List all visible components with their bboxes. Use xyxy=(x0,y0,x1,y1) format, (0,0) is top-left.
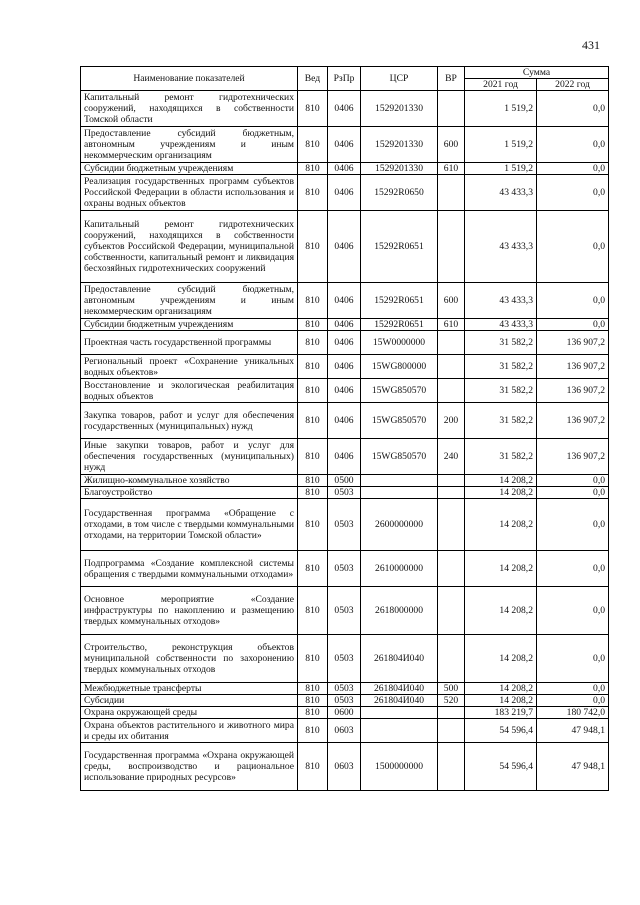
table-body xyxy=(81,91,609,791)
row-csr: 2600000000 xyxy=(361,499,438,551)
row-ved: 810 xyxy=(298,211,328,283)
row-csr: 1529201330 xyxy=(361,127,438,163)
row-rzpr: 0503 xyxy=(328,587,361,635)
row-vr: 610 xyxy=(438,163,465,175)
row-rzpr: 0406 xyxy=(328,175,361,211)
row-ved: 810 xyxy=(298,379,328,403)
row-csr: 15292R0651 xyxy=(361,211,438,283)
header-csr: ЦСР xyxy=(361,67,438,91)
row-csr: 261804И040 xyxy=(361,695,438,707)
row-rzpr: 0406 xyxy=(328,319,361,331)
row-vr xyxy=(438,635,465,683)
row-vr xyxy=(438,587,465,635)
row-name: Проектная часть государственной программы xyxy=(81,331,298,355)
row-name: Государственная программа «Обращение с отходами, в том числе с твердыми коммунальными отходами, на территории Томской области» xyxy=(81,499,298,551)
row-sum-2021: 31 582,2 xyxy=(465,403,537,439)
row-name: Охрана объектов растительного и животного мира и среды их обитания xyxy=(81,719,298,743)
table-row xyxy=(81,707,609,719)
row-sum-2021: 14 208,2 xyxy=(465,551,537,587)
row-sum-2021: 31 582,2 xyxy=(465,439,537,475)
row-sum-2021: 54 596,4 xyxy=(465,719,537,743)
row-ved: 810 xyxy=(298,355,328,379)
row-name: Охрана окружающей среды xyxy=(81,707,298,719)
table-row xyxy=(81,355,609,379)
header-rzpr: РзПр xyxy=(328,67,361,91)
row-ved: 810 xyxy=(298,743,328,791)
row-vr xyxy=(438,719,465,743)
row-rzpr: 0503 xyxy=(328,487,361,499)
row-csr xyxy=(361,719,438,743)
row-csr: 15WG850570 xyxy=(361,379,438,403)
row-vr: 500 xyxy=(438,683,465,695)
row-rzpr: 0406 xyxy=(328,439,361,475)
row-sum-2021: 54 596,4 xyxy=(465,743,537,791)
row-sum-2022: 0,0 xyxy=(537,683,609,695)
header-2022: 2022 год xyxy=(537,79,609,91)
row-rzpr: 0503 xyxy=(328,551,361,587)
row-vr xyxy=(438,487,465,499)
table-row xyxy=(81,551,609,587)
row-vr: 600 xyxy=(438,283,465,319)
row-sum-2022: 0,0 xyxy=(537,551,609,587)
table-row xyxy=(81,743,609,791)
page-number: 431 xyxy=(582,38,600,52)
row-ved: 810 xyxy=(298,707,328,719)
row-name: Благоустройство xyxy=(81,487,298,499)
row-sum-2021: 1 519,2 xyxy=(465,127,537,163)
row-rzpr: 0503 xyxy=(328,499,361,551)
row-vr xyxy=(438,499,465,551)
row-rzpr: 0406 xyxy=(328,91,361,127)
row-sum-2022: 0,0 xyxy=(537,163,609,175)
row-sum-2021: 14 208,2 xyxy=(465,487,537,499)
row-rzpr: 0503 xyxy=(328,635,361,683)
row-csr: 15292R0651 xyxy=(361,319,438,331)
row-name: Жилищно-коммунальное хозяйство xyxy=(81,475,298,487)
row-csr xyxy=(361,707,438,719)
row-rzpr: 0406 xyxy=(328,283,361,319)
row-vr xyxy=(438,355,465,379)
table-row xyxy=(81,439,609,475)
table-row xyxy=(81,487,609,499)
row-vr: 600 xyxy=(438,127,465,163)
table-row xyxy=(81,403,609,439)
table-row xyxy=(81,587,609,635)
row-name: Субсидии бюджетным учреждениям xyxy=(81,163,298,175)
row-sum-2021: 14 208,2 xyxy=(465,635,537,683)
row-sum-2022: 0,0 xyxy=(537,635,609,683)
table-row xyxy=(81,211,609,283)
row-vr xyxy=(438,551,465,587)
table-row xyxy=(81,127,609,163)
header-sum: Сумма xyxy=(465,67,609,79)
row-sum-2022: 0,0 xyxy=(537,127,609,163)
row-ved: 810 xyxy=(298,635,328,683)
row-sum-2021: 43 433,3 xyxy=(465,175,537,211)
row-ved: 810 xyxy=(298,695,328,707)
row-rzpr: 0603 xyxy=(328,743,361,791)
row-sum-2022: 0,0 xyxy=(537,487,609,499)
row-name: Капитальный ремонт гидротехнических сооружений, находящихся в собственности Томской области xyxy=(81,91,298,127)
row-sum-2021: 14 208,2 xyxy=(465,499,537,551)
row-sum-2021: 14 208,2 xyxy=(465,695,537,707)
row-ved: 810 xyxy=(298,683,328,695)
table-row xyxy=(81,683,609,695)
row-sum-2021: 43 433,3 xyxy=(465,319,537,331)
row-sum-2022: 0,0 xyxy=(537,175,609,211)
row-csr xyxy=(361,487,438,499)
row-ved: 810 xyxy=(298,319,328,331)
row-csr: 15W0000000 xyxy=(361,331,438,355)
table-header xyxy=(81,67,609,91)
row-vr xyxy=(438,707,465,719)
row-vr xyxy=(438,331,465,355)
row-sum-2022: 0,0 xyxy=(537,475,609,487)
row-vr xyxy=(438,211,465,283)
row-sum-2022: 136 907,2 xyxy=(537,355,609,379)
row-sum-2021: 1 519,2 xyxy=(465,163,537,175)
row-rzpr: 0406 xyxy=(328,379,361,403)
row-name: Капитальный ремонт гидротехнических сооружений, находящихся в собственности субъектов Российской Федерации, муниципальной собственности, капитальный ремонт и ликвидация бесхозяйных гидротехнических сооружений xyxy=(81,211,298,283)
row-name: Реализация государственных программ субъектов Российской Федерации в области использования и охраны водных объектов xyxy=(81,175,298,211)
row-ved: 810 xyxy=(298,587,328,635)
row-name: Предоставление субсидий бюджетным, автономным учреждениям и иным некоммерческим организациям xyxy=(81,283,298,319)
row-ved: 810 xyxy=(298,439,328,475)
header-name: Наименование показателей xyxy=(81,67,298,91)
header-2021: 2021 год xyxy=(465,79,537,91)
row-sum-2022: 47 948,1 xyxy=(537,719,609,743)
row-sum-2022: 0,0 xyxy=(537,499,609,551)
row-rzpr: 0503 xyxy=(328,695,361,707)
row-ved: 810 xyxy=(298,499,328,551)
table-row xyxy=(81,91,609,127)
row-rzpr: 0406 xyxy=(328,127,361,163)
row-csr: 2610000000 xyxy=(361,551,438,587)
row-rzpr: 0500 xyxy=(328,475,361,487)
row-csr: 15292R0650 xyxy=(361,175,438,211)
row-sum-2022: 136 907,2 xyxy=(537,379,609,403)
row-ved: 810 xyxy=(298,283,328,319)
row-vr xyxy=(438,743,465,791)
table-row xyxy=(81,475,609,487)
table-row xyxy=(81,319,609,331)
row-sum-2022: 0,0 xyxy=(537,319,609,331)
row-name: Восстановление и экологическая реабилитация водных объектов xyxy=(81,379,298,403)
row-ved: 810 xyxy=(298,403,328,439)
row-sum-2022: 0,0 xyxy=(537,695,609,707)
row-name: Строительство, реконструкция объектов муниципальной собственности по захоронению твердых коммунальных отходов xyxy=(81,635,298,683)
row-csr: 1529201330 xyxy=(361,163,438,175)
row-rzpr: 0406 xyxy=(328,403,361,439)
row-vr: 520 xyxy=(438,695,465,707)
row-vr xyxy=(438,475,465,487)
budget-table xyxy=(80,66,609,791)
row-rzpr: 0406 xyxy=(328,331,361,355)
row-sum-2022: 180 742,0 xyxy=(537,707,609,719)
row-rzpr: 0406 xyxy=(328,163,361,175)
header-ved: Вед xyxy=(298,67,328,91)
row-sum-2022: 0,0 xyxy=(537,91,609,127)
table-row xyxy=(81,283,609,319)
row-csr xyxy=(361,475,438,487)
table-row xyxy=(81,175,609,211)
row-name: Государственная программа «Охрана окружающей среды, воспроизводство и рациональное использование природных ресурсов» xyxy=(81,743,298,791)
row-name: Субсидии xyxy=(81,695,298,707)
row-sum-2021: 43 433,3 xyxy=(465,283,537,319)
row-name: Иные закупки товаров, работ и услуг для обеспечения государственных (муниципальных) нужд xyxy=(81,439,298,475)
row-sum-2021: 43 433,3 xyxy=(465,211,537,283)
row-sum-2021: 14 208,2 xyxy=(465,475,537,487)
row-ved: 810 xyxy=(298,475,328,487)
table-row xyxy=(81,163,609,175)
row-vr xyxy=(438,91,465,127)
table-row xyxy=(81,499,609,551)
row-rzpr: 0406 xyxy=(328,211,361,283)
row-ved: 810 xyxy=(298,331,328,355)
row-sum-2021: 31 582,2 xyxy=(465,379,537,403)
row-ved: 810 xyxy=(298,163,328,175)
row-csr: 15WG850570 xyxy=(361,403,438,439)
header-vr: ВР xyxy=(438,67,465,91)
table-row xyxy=(81,379,609,403)
row-name: Региональный проект «Сохранение уникальных водных объектов» xyxy=(81,355,298,379)
row-name: Предоставление субсидий бюджетным, автономным учреждениям и иным некоммерческим организациям xyxy=(81,127,298,163)
row-ved: 810 xyxy=(298,175,328,211)
row-sum-2021: 31 582,2 xyxy=(465,331,537,355)
row-name: Межбюджетные трансферты xyxy=(81,683,298,695)
table-row xyxy=(81,719,609,743)
row-rzpr: 0503 xyxy=(328,683,361,695)
row-ved: 810 xyxy=(298,91,328,127)
row-csr: 1529201330 xyxy=(361,91,438,127)
row-sum-2022: 136 907,2 xyxy=(537,403,609,439)
row-csr: 15WG850570 xyxy=(361,439,438,475)
table-row xyxy=(81,331,609,355)
row-name: Субсидии бюджетным учреждениям xyxy=(81,319,298,331)
row-csr: 261804И040 xyxy=(361,635,438,683)
row-sum-2022: 0,0 xyxy=(537,587,609,635)
row-name: Основное мероприятие «Создание инфраструктуры по накоплению и размещению твердых коммунальных отходов» xyxy=(81,587,298,635)
row-vr: 200 xyxy=(438,403,465,439)
row-ved: 810 xyxy=(298,719,328,743)
table-row xyxy=(81,695,609,707)
row-rzpr: 0600 xyxy=(328,707,361,719)
row-sum-2022: 136 907,2 xyxy=(537,439,609,475)
row-csr: 15WG800000 xyxy=(361,355,438,379)
row-sum-2022: 136 907,2 xyxy=(537,331,609,355)
row-ved: 810 xyxy=(298,487,328,499)
row-rzpr: 0603 xyxy=(328,719,361,743)
row-name: Закупка товаров, работ и услуг для обеспечения государственных (муниципальных) нужд xyxy=(81,403,298,439)
row-name: Подпрограмма «Создание комплексной системы обращения с твердыми коммунальными отходами» xyxy=(81,551,298,587)
row-sum-2021: 14 208,2 xyxy=(465,683,537,695)
row-rzpr: 0406 xyxy=(328,355,361,379)
row-sum-2022: 47 948,1 xyxy=(537,743,609,791)
row-ved: 810 xyxy=(298,551,328,587)
row-sum-2021: 183 219,7 xyxy=(465,707,537,719)
row-csr: 15292R0651 xyxy=(361,283,438,319)
row-vr: 610 xyxy=(438,319,465,331)
row-ved: 810 xyxy=(298,127,328,163)
row-csr: 1500000000 xyxy=(361,743,438,791)
row-sum-2022: 0,0 xyxy=(537,283,609,319)
row-vr xyxy=(438,379,465,403)
row-vr: 240 xyxy=(438,439,465,475)
row-sum-2022: 0,0 xyxy=(537,211,609,283)
row-sum-2021: 14 208,2 xyxy=(465,587,537,635)
row-vr xyxy=(438,175,465,211)
row-sum-2021: 1 519,2 xyxy=(465,91,537,127)
row-sum-2021: 31 582,2 xyxy=(465,355,537,379)
table-row xyxy=(81,635,609,683)
row-csr: 2618000000 xyxy=(361,587,438,635)
row-csr: 261804И040 xyxy=(361,683,438,695)
